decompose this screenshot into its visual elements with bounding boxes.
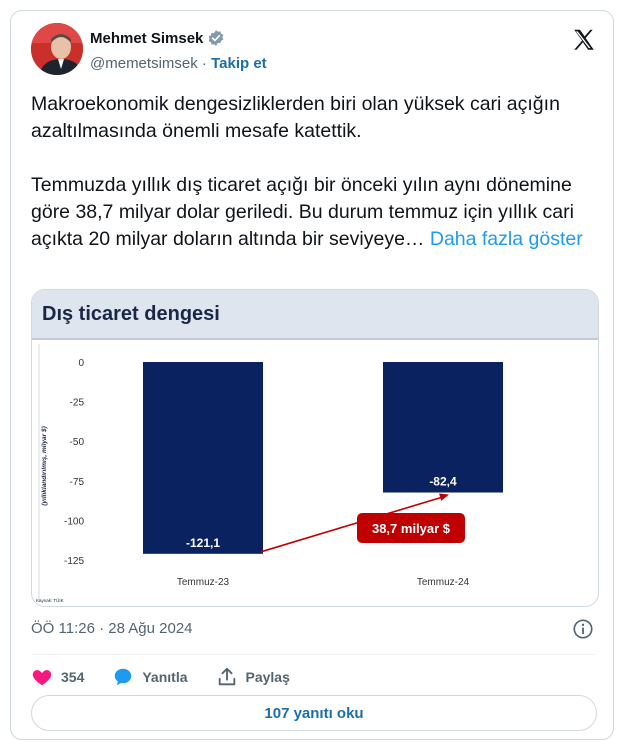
tweet-text <box>31 91 591 253</box>
read-replies-button[interactable]: 107 yanıtı oku <box>31 695 597 731</box>
chart <box>32 340 598 606</box>
like-button[interactable] <box>31 666 84 688</box>
verified-badge-icon <box>207 29 225 47</box>
share-icon <box>216 666 238 688</box>
avatar[interactable] <box>31 23 83 75</box>
follow-button[interactable]: Takip et <box>211 55 267 72</box>
like-count: 354 <box>61 669 85 685</box>
share-label: Paylaş <box>245 669 290 685</box>
author-name[interactable]: Mehmet Simsek <box>90 29 204 47</box>
y-tick-label: -125 <box>63 556 84 567</box>
annotation-label: 38,7 milyar $ <box>371 521 451 536</box>
heart-icon <box>31 666 53 688</box>
bar-value-label: -121,1 <box>185 535 221 550</box>
handle-separator: · <box>201 55 207 72</box>
change-arrow-head <box>439 493 449 500</box>
y-axis-label: (yıllıklandırılmış, milyar $) <box>41 426 48 506</box>
y-tick-label: 0 <box>78 358 84 369</box>
bar-value-label: -82,4 <box>429 474 457 489</box>
bar-temmuz-23 <box>143 362 263 554</box>
bar-temmuz-24 <box>383 362 503 493</box>
tweet-paragraph-2-text: Temmuzda yıllık dış ticaret açığı bir önceki yılın aynı dönemine göre 38,7 milyar dolar geriledi. Bu durum temmuz için yıllık cari açıkta 20 milyar doların altında bir seviyeye… <box>31 174 574 250</box>
reply-bubble-icon <box>112 666 134 688</box>
x-tick-label: Temmuz-23 <box>176 577 230 588</box>
y-tick-label: -25 <box>69 397 84 409</box>
action-bar <box>31 663 318 691</box>
chart-title: Dış ticaret dengesi <box>42 303 220 325</box>
author-handle[interactable]: @memetsimsek <box>90 55 198 72</box>
tweet-paragraph-1: Makroekonomik dengesizliklerden biri olan yüksek cari açığın azaltılmasında önemli mesafe katettik. <box>31 93 560 142</box>
chart-header <box>32 290 598 340</box>
chart-source: Kaynak: TÜİK <box>36 598 64 603</box>
share-button[interactable] <box>216 666 290 688</box>
x-logo-icon[interactable] <box>571 27 597 53</box>
tweet-card <box>10 10 614 740</box>
y-tick-label: -100 <box>63 516 84 528</box>
info-icon[interactable] <box>572 618 594 640</box>
tweet-media-image[interactable] <box>31 289 599 607</box>
author-name-row <box>90 29 225 47</box>
tweet-timestamp[interactable]: ÖÖ 11:26 · 28 Ağu 2024 <box>31 620 193 637</box>
reply-button[interactable] <box>112 666 187 688</box>
show-more-link[interactable]: Daha fazla göster <box>429 228 583 250</box>
x-tick-label: Temmuz-24 <box>416 577 470 588</box>
y-tick-label: -75 <box>69 476 84 488</box>
divider <box>31 654 595 655</box>
reply-label: Yanıtla <box>142 669 188 685</box>
tweet-paragraph-2 <box>31 172 591 253</box>
y-tick-label: -50 <box>69 437 84 449</box>
author-handle-row <box>90 55 267 72</box>
